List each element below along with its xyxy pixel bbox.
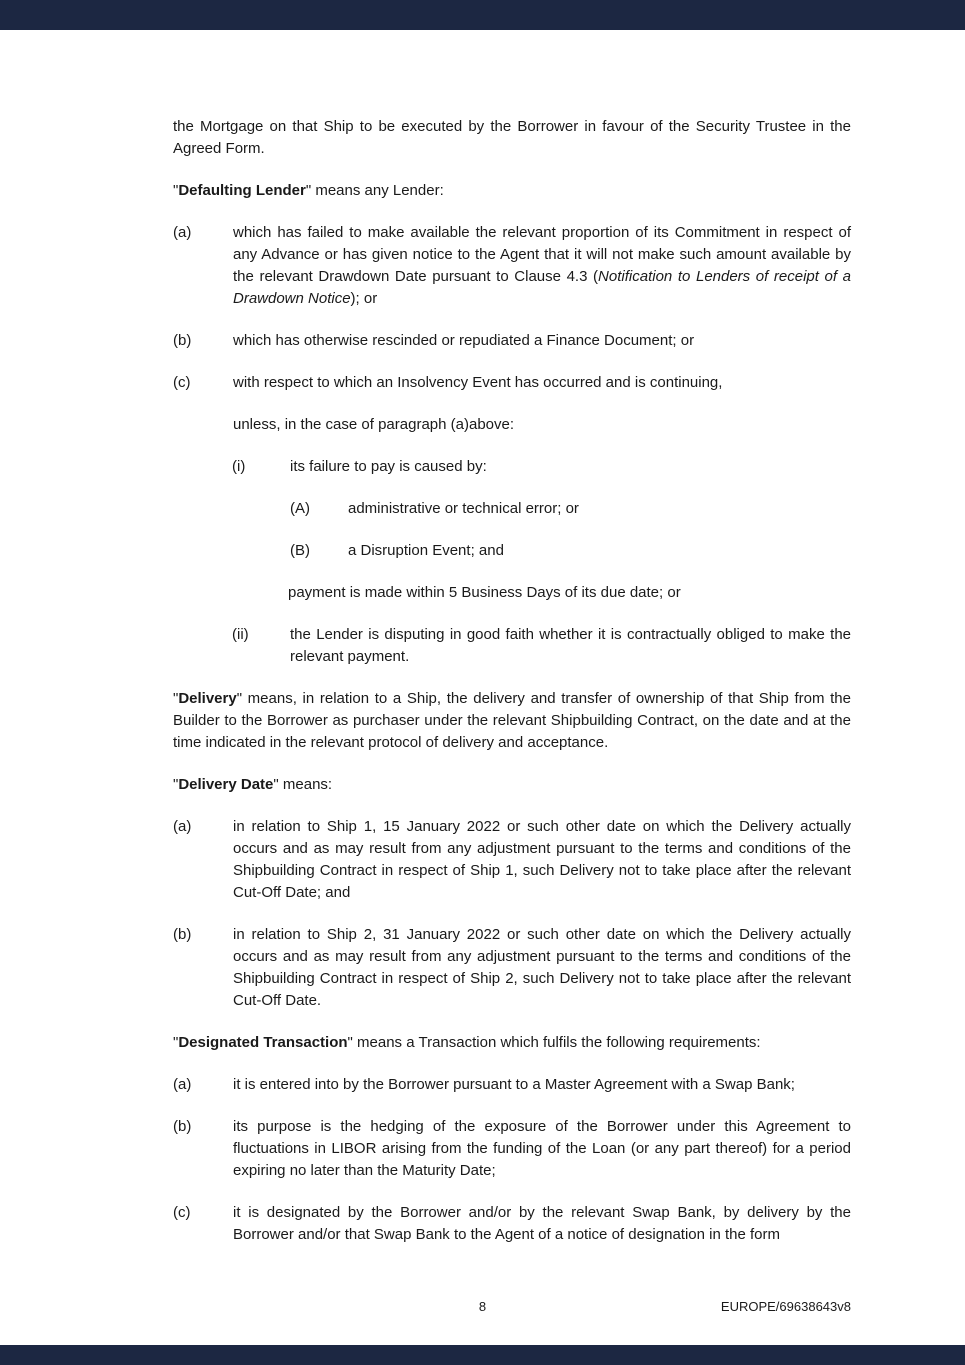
- text-segment: Notification to Lenders of receipt of a Drawdown Notice: [233, 268, 851, 307]
- list-marker: (b): [173, 332, 192, 349]
- text-segment: ": [173, 776, 179, 793]
- paragraph: [173, 116, 851, 160]
- text-segment: in relation to Ship 1, 15 January 2022 or such other date on which the Delivery actually occurs and as may result from any adjustment pursuant to the terms and conditions of the Shipbuilding Contract in respect of Ship 1, such Delivery not to take place after the relevant Cut-Off Date; and: [233, 818, 851, 901]
- text-segment: " means, in relation to a Ship, the delivery and transfer of ownership of that Ship from the Builder to the Borrower as purchaser under the relevant Shipbuilding Contract, on the date and at the time indicated in the relevant protocol of delivery and acceptance.: [173, 690, 851, 751]
- text-segment: Delivery: [178, 690, 237, 707]
- paragraph: [173, 688, 851, 754]
- text-segment: a Disruption Event; and: [348, 542, 504, 559]
- text-segment: it is entered into by the Borrower pursuant to a Master Agreement with a Swap Bank;: [233, 1076, 795, 1093]
- list-item: [173, 816, 851, 904]
- list-item: [173, 456, 851, 478]
- page-footer: [0, 1299, 965, 1317]
- text-segment: unless, in the case of paragraph (a)above:: [233, 416, 515, 433]
- paragraph: [173, 1032, 851, 1054]
- list-item: [173, 1202, 851, 1246]
- list-marker: (c): [173, 1204, 191, 1221]
- text-segment: its failure to pay is caused by:: [290, 458, 487, 475]
- text-segment: payment is made within 5 Business Days of its due date; or: [288, 584, 681, 601]
- text-segment: ": [173, 1034, 179, 1051]
- text-segment: Defaulting Lender: [178, 182, 306, 199]
- text-segment: Delivery Date: [178, 776, 274, 793]
- list-marker: (b): [173, 926, 192, 943]
- list-marker: (ii): [232, 626, 249, 643]
- list-item: [173, 222, 851, 310]
- text-segment: the Mortgage on that Ship to be executed by the Borrower in favour of the Security Trustee in the Agreed Form.: [173, 118, 851, 157]
- text-segment: which has failed to make available the relevant proportion of its Commitment in respect of any Advance or has given notice to the Agent that it will not make such amount available by the relevant Drawdown Date pursuant to Clause 4.3 (: [233, 224, 851, 285]
- text-segment: its purpose is the hedging of the exposure of the Borrower under this Agreement to fluctuations in LIBOR arising from the funding of the Loan (or any part thereof) for a period expiring no later than the Maturity Date;: [233, 1118, 851, 1179]
- list-item: [173, 330, 851, 352]
- text-segment: " means:: [273, 776, 333, 793]
- list-item: [173, 498, 851, 520]
- text-segment: Designated Transaction: [178, 1034, 348, 1051]
- list-item: [173, 924, 851, 1012]
- document-body: [173, 30, 851, 1266]
- text-segment: in relation to Ship 2, 31 January 2022 or such other date on which the Delivery actually occurs and as may result from any adjustment pursuant to the terms and conditions of the Shipbuilding Contract in respect of Ship 2, such Delivery not to take place after the relevant Cut-Off Date.: [233, 926, 851, 1009]
- text-segment: it is designated by the Borrower and/or by the relevant Swap Bank, by delivery by the Borrower and/or that Swap Bank to the Agent of a notice of designation in the form: [233, 1204, 851, 1243]
- page-edge-bottom: [0, 1345, 965, 1365]
- list-marker: (a): [173, 224, 192, 241]
- paragraph: [288, 582, 851, 604]
- list-marker: (i): [232, 458, 246, 475]
- list-marker: (a): [173, 1076, 192, 1093]
- text-segment: ": [173, 690, 179, 707]
- list-marker: (b): [173, 1118, 192, 1135]
- doc-reference: EUROPE/69638643v8: [720, 1299, 851, 1314]
- list-item: [173, 624, 851, 668]
- paragraph: [173, 774, 851, 796]
- text-segment: which has otherwise rescinded or repudiated a Finance Document; or: [233, 332, 695, 349]
- text-segment: the Lender is disputing in good faith whether it is contractually obliged to make the relevant payment.: [290, 626, 851, 665]
- paragraph: [233, 414, 851, 436]
- text-segment: administrative or technical error; or: [348, 500, 579, 517]
- text-segment: " means any Lender:: [305, 182, 444, 199]
- list-marker: (a): [173, 818, 192, 835]
- list-marker: (A): [290, 500, 310, 517]
- list-item: [173, 1116, 851, 1182]
- text-segment: ": [173, 182, 179, 199]
- list-item: [173, 372, 851, 394]
- list-marker: (c): [173, 374, 191, 391]
- page-number: 8: [478, 1299, 487, 1314]
- page-edge-top: [0, 0, 965, 30]
- list-item: [173, 1074, 851, 1096]
- text-segment: with respect to which an Insolvency Event has occurred and is continuing,: [233, 374, 723, 391]
- list-marker: (B): [290, 542, 310, 559]
- list-item: [173, 540, 851, 562]
- text-segment: " means a Transaction which fulfils the following requirements:: [347, 1034, 761, 1051]
- text-segment: ); or: [350, 290, 378, 307]
- paragraph: [173, 180, 851, 202]
